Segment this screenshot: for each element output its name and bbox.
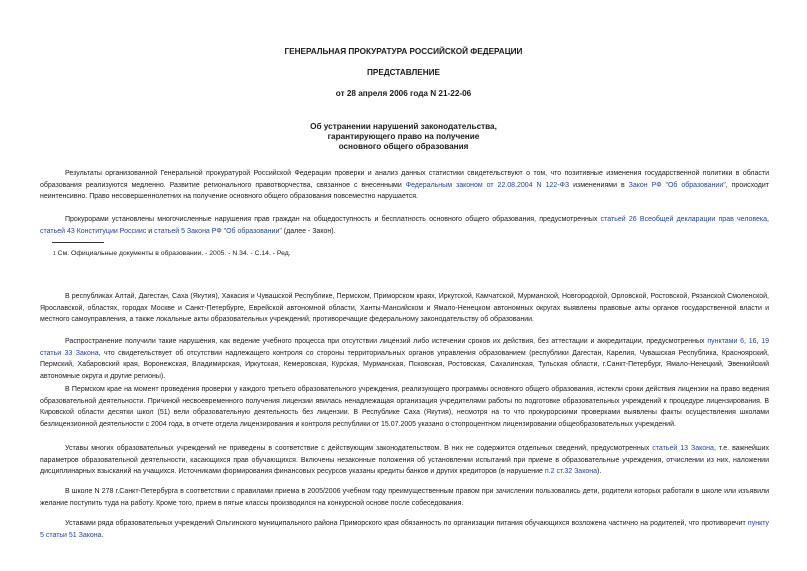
document-subject (0, 122, 807, 152)
paragraph-licensing (40, 336, 769, 382)
link-declaration-article-26[interactable]: статьей 26 Всеобщей декларации прав человека (600, 216, 768, 223)
paragraph-regions (40, 291, 769, 326)
paragraph-text: Уставы многих образовательных учреждений не приведены в соответствие с действующим законодательством. В них не содержится отдельных сведений, предусмотренных (65, 445, 653, 452)
paragraph-text: (далее - Закон). (281, 227, 336, 235)
paragraph-charters (40, 443, 769, 478)
paragraph-text: , т.е. важнейших параметров образовательной деятельности, касающихся прав обучающихся. Включены незаконные положения об установлении испытаний при приеме в образовательные учреждения, отчислении из них, наложении дисциплинарных взысканий на учащихся. Источниками формирования финансовых ресурсов указаны кредиты банков и других кредиторов (в нарушение (40, 445, 769, 476)
link-article-13[interactable]: статьей 13 Закона (652, 445, 714, 452)
footnote-text: См. Официальные документы в образовании. - 2005. - N 34. - С.14. - Ред. (57, 250, 291, 257)
paragraph-text: , (767, 216, 769, 223)
paragraph-olginsky (40, 518, 769, 541)
paragraph-text: , происходит неинтенсивно. Право несовершеннолетних на получение основного общего образования повсеместно нарушается. (40, 181, 769, 201)
organization-heading: ГЕНЕРАЛЬНАЯ ПРОКУРАТУРА РОССИЙСКОЙ ФЕДЕРАЦИИ (284, 47, 523, 56)
paragraph-school-278 (40, 486, 769, 509)
paragraph-intro (40, 168, 769, 203)
paragraph-text: ). (596, 468, 602, 476)
paragraph-text: , что свидетельствует об отсутствии надлежащего контроля со стороны территориальных органов управления образованием (республики Дагестан, Карелия, Чувашская Республика, Красноярский, Пермский, Хабаровский края, Воронежская, Владимирская, Иркутская, Кемеровская, Курская, Мурманская, Псковская, Ростовская, Сахалинская, Тульская области, г.Санкт-Петербург, Ямало-Ненецкий, Эвенкийский автономные округа и другие регионы). (40, 349, 769, 380)
paragraph-text: В Пермском крае на момент проведения проверки у каждого третьего образовательного учреждения, реализующего программы основного общего образования, истекли сроки действия лицензии на право ведения образовательной деятельности. Причиной несвоевременного получения лицензии явилась ненадлежащая организация учредителями работы по подготовке образовательных учреждений к процедуре лицензирования. В Кировской области десятки школ (51) вели образовательную деятельность без лицензии. В Республике Саха (Якутия), несмотря на то что прокурорскими проверками выявлены факты осуществления школами безлицензионной деятельности с 2004 года, в отчете отдела лицензирования и контроля республики от 15.07.2005 указано о стопроцентном лицензировании общеобразовательных учреждений. (40, 386, 769, 428)
link-item-6[interactable]: пунктами 6 (707, 338, 744, 345)
paragraph-text: , (744, 338, 749, 345)
document-type-heading: ПРЕДСТАВЛЕНИЕ (367, 68, 440, 77)
footnote (53, 249, 291, 259)
paragraph-text: В республиках Алтай, Дагестан, Саха (Якутия), Хакасия и Чувашской Республике, Пермском, Приморском краях, Иркутской, Камчатской, Мурманской, Новгородской, Орловской, Ростовской, Рязанской Смоленской, Ярославской, областях, городах Москве и Санкт-Петербурге, Еврейской автономной области, Ханты-Мансийском и Ямало-Ненецком автономных округах выявлены правовые акты органов государственной власти и местного самоуправления, а также локальные акты образовательных учреждений, противоречащие федеральному законодательству об образовании. (40, 293, 769, 324)
link-item-19-article-33[interactable]: 19 статьи 33 Закона (40, 338, 769, 357)
paragraph-text: Уставами ряда образовательных учреждений Ольгинского муниципального района Приморского края обязанность по организации питания обучающихся возложена частично на родителей, что противоречит (65, 520, 748, 527)
link-federal-law-122[interactable]: Федеральным законом от 22.08.2004 N 122-ФЗ (405, 181, 570, 189)
document-date-number: от 28 апреля 2006 года N 21-22-06 (335, 89, 472, 98)
subject-line: Об устранении нарушений законодательства, (310, 122, 497, 131)
subject-line: гарантирующего право на получение (327, 132, 480, 141)
footnote-divider (52, 242, 104, 243)
link-item-16[interactable]: 16 (748, 338, 757, 345)
link-education-law[interactable]: Закон РФ "Об образовании" (628, 181, 726, 189)
link-article-32-item-2[interactable]: п.2 ст.32 Закона (544, 468, 597, 476)
subject-line: основного общего образования (338, 142, 469, 151)
paragraph-text: . (101, 531, 104, 539)
footnote-mark: 1 (53, 251, 56, 257)
paragraph-text: Результаты организованной Генеральной прокуратурой Российской Федерации проверки и анализ данных статистики свидетельствуют о том, что позитивные изменения государственной политики в области образования реализуются медленно. Развитие регионального правотворчества, связанное с внесенными (40, 170, 769, 189)
link-article-51-item-5[interactable]: пункту 5 статьи 51 Закона (40, 520, 769, 539)
link-education-law-article-5[interactable]: статьей 5 Закона РФ "Об образовании" (154, 227, 282, 235)
paragraph-text: Прокурорами установлены многочисленные нарушения прав граждан на общедоступность и бесплатность основного общего образования, предусмотренных (65, 216, 601, 223)
paragraph-text: В школе N 278 г.Санкт-Петербурга в соответствии с правилами приема в 2005/2006 учебном году преимущественным правом при зачислении пользовались дети, родители которых работали в школе или изъявили желание поступить туда на работу. Кроме того, прием в пятые классы производился на конкурсной основе после собеседования. (40, 488, 769, 507)
paragraph-violations (40, 214, 769, 237)
paragraph-text: , (756, 338, 762, 345)
paragraph-perm-region (40, 384, 769, 430)
paragraph-text: и (146, 227, 155, 235)
link-constitution-article-43[interactable]: статьей 43 Конституции Россиис (40, 227, 147, 235)
paragraph-text: Распространение получили такие нарушения, как ведение учебного процесса при отсутствии лицензий либо истечении сроков их действия, без аттестации и аккредитации, предусмотренных (65, 338, 708, 345)
paragraph-text: изменениями в (569, 181, 629, 189)
